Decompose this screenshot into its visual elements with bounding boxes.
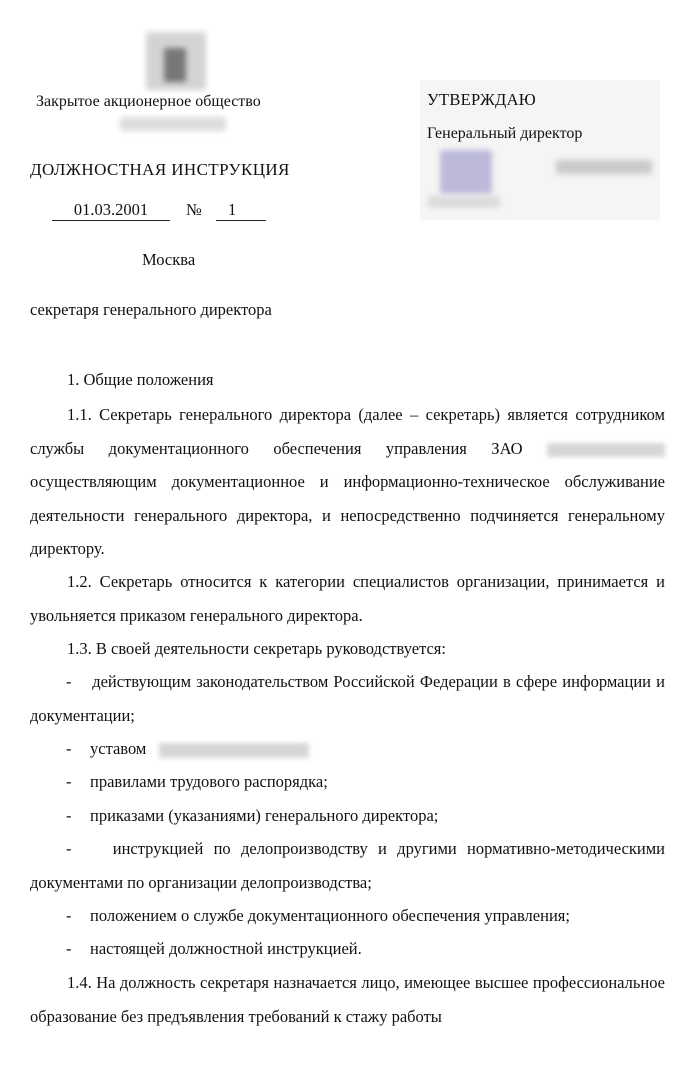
list-item [66, 899, 665, 933]
list-dash: - [66, 806, 72, 825]
director-signature-line [428, 196, 500, 208]
list-item-text: действующим законодательством Российской Федерации в сфере информации и документации; [30, 672, 665, 725]
company-type: Закрытое акционерное общество [36, 93, 261, 110]
list-item [30, 832, 665, 899]
list-item [66, 765, 665, 799]
list-item [66, 799, 665, 833]
list-dash: - [66, 739, 72, 758]
section-1-title: 1. Общие положения [67, 370, 214, 389]
list-item-text: инструкцией по делопроизводству и другими нормативно-методическими документами по организации делопроизводства; [30, 839, 665, 892]
list-item [30, 665, 665, 732]
list-item-text: положением о службе документационного обеспечения управления; [90, 906, 570, 925]
document-city: Москва [142, 250, 196, 269]
list-dash: - [66, 672, 72, 691]
document-number: 1 [228, 200, 237, 219]
director-name-redacted [556, 160, 652, 174]
approve-label: УТВЕРЖДАЮ [427, 90, 537, 109]
company-name-redacted-inline [547, 443, 665, 457]
paragraph-1-1-end: осуществляющим документационное и информационно-техническое обслуживание деятельности генерального директора, и непосредственно подчиняется генеральному директору. [30, 472, 665, 558]
list-item [66, 932, 665, 966]
document-number-field [216, 200, 266, 221]
list-item [66, 732, 665, 766]
paragraph-1-1 [30, 398, 665, 566]
company-name-redacted [120, 117, 226, 131]
charter-name-redacted [159, 743, 309, 758]
paragraph-1-1-zao: ЗАО [491, 438, 523, 458]
paragraph-1-2: 1.2. Секретарь относится к категории специалистов организации, принимается и увольняется приказом генерального директора. [30, 572, 665, 625]
document-number-label: № [186, 200, 202, 219]
list-item-text: уставом [90, 739, 147, 758]
paragraph-1-3: 1.3. В своей деятельности секретарь руководствуется: [67, 639, 446, 658]
paragraph-1-1-start: 1.1. Секретарь генерального директора (далее – секретарь) является сотрудником службы документационного обеспечения управления [30, 405, 665, 458]
document-date: 01.03.2001 [52, 200, 170, 221]
list-dash: - [66, 772, 72, 791]
company-logo-mark [164, 48, 186, 82]
list-item-text: настоящей должностной инструкцией. [90, 939, 362, 958]
list-dash: - [66, 906, 72, 925]
document-subject: секретаря генерального директора [30, 300, 272, 319]
list-item-text: приказами (указаниями) генерального директора; [90, 806, 439, 825]
list-dash: - [66, 939, 72, 958]
approve-role: Генеральный директор [427, 125, 583, 142]
director-signature-redacted [440, 150, 492, 194]
list-dash: - [66, 839, 72, 858]
list-item-text: правилами трудового распорядка; [90, 772, 328, 791]
document-title: ДОЛЖНОСТНАЯ ИНСТРУКЦИЯ [30, 160, 290, 179]
paragraph-1-4: 1.4. На должность секретаря назначается лицо, имеющее высшее профессиональное образование без предъявления требований к стажу работы [30, 973, 665, 1026]
